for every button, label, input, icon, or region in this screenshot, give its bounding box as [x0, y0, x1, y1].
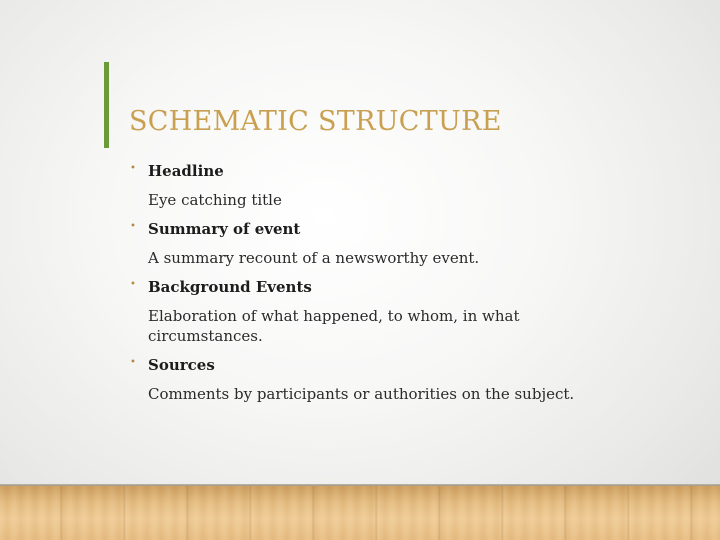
slide-title: SCHEMATIC STRUCTURE [129, 106, 502, 137]
list-item [130, 276, 600, 346]
item-description: A summary recount of a newsworthy event. [148, 249, 480, 267]
title-accent-bar [104, 62, 109, 148]
item-heading: Summary of event [148, 220, 301, 238]
item-description: Elaboration of what happened, to whom, in what circumstances. [148, 307, 520, 345]
list-item [130, 160, 600, 210]
item-heading: Background Events [148, 278, 312, 296]
item-description: Eye catching title [148, 191, 282, 209]
item-description: Comments by participants or authorities on the subject. [148, 385, 575, 403]
bullet-dot-icon: • [130, 163, 136, 174]
bullet-dot-icon: • [130, 357, 136, 368]
wood-floor-background [0, 486, 720, 540]
item-heading: Sources [148, 356, 215, 374]
bullet-list [130, 160, 600, 404]
list-item [130, 218, 600, 268]
bullet-dot-icon: • [130, 279, 136, 290]
bullet-dot-icon: • [130, 221, 136, 232]
list-item [130, 354, 600, 404]
item-heading: Headline [148, 162, 224, 180]
